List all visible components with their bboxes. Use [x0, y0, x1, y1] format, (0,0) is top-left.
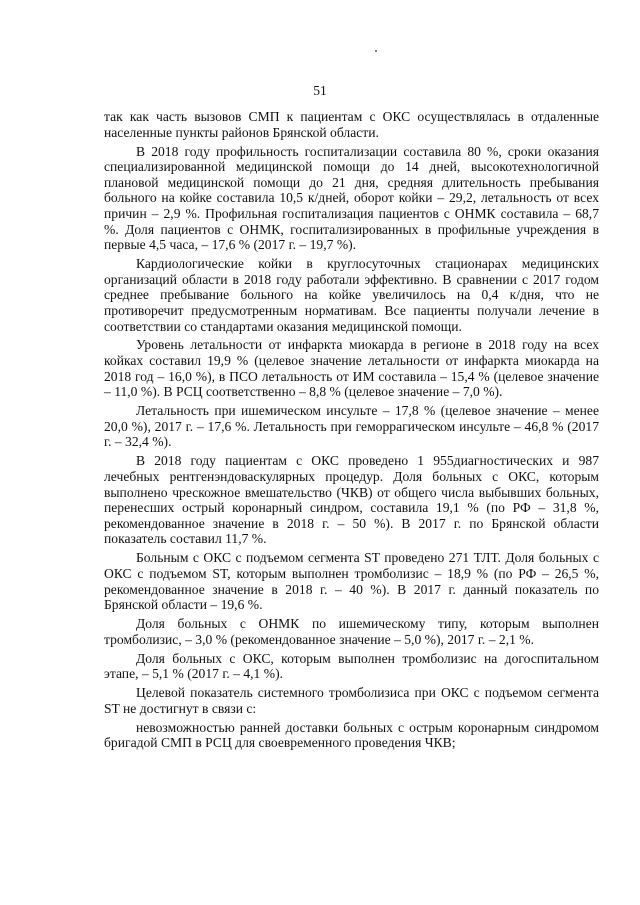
document-body — [104, 109, 599, 754]
paragraph-reason-list-item: невозможностью ранней доставки больных с острым коронарным синдромом бригадой СМП в РСЦ для своевременного проведения ЧКВ; — [104, 719, 599, 751]
paragraph-continuation: так как часть вызовов СМП к пациентам с ОКС осуществлялась в отдаленные населенные пункты районов Брянской области. — [104, 109, 599, 140]
paragraph-hospitalization-2018: В 2018 году профильность госпитализации составила 80 %, сроки оказания специализированной медицинской помощи до 14 дней, высокотехнологичной плановой медицинской помощи до 21 дня, средняя длительность пребывания больного на койке составила 10,5 к/дней, оборот койки – 29,2, летальность от всех причин – 2,9 %. Профильная госпитализация пациентов с ОНМК составила – 68,7 %. Доля пациентов с ОНМК, госпитализированных в профильные учреждения в первые 4,5 часа, – 17,6 % (2017 г. – 19,7 %). — [104, 143, 599, 253]
paragraph-st-elevation-thrombolysis: Больным с ОКС с подъемом сегмента ST проведено 271 ТЛТ. Доля больных с ОКС с подъемом ST, которым выполнен тромболизис – 18,9 % (по РФ – 26,5 %, рекомендованное значение в 2018 г. – 40 %). В 2017 г. данный показатель по Брянской области – 19,6 %. — [104, 550, 599, 613]
paragraph-cardiology-beds: Кардиологические койки в круглосуточных стационарах медицинских организаций области в 2018 году работали эффективно. В сравнении с 2017 годом среднее пребывание больного на койке увеличилось на 0,4 к/дня, что не противоречит предусмотренным нормативам. Все пациенты получали лечение в соответствии со стандартами оказания медицинской помощи. — [104, 256, 599, 334]
scan-speck — [375, 50, 377, 52]
page-number: 51 — [313, 83, 327, 98]
paragraph-stroke-mortality: Летальность при ишемическом инсульте – 17,8 % (целевое значение – менее 20,0 %), 2017 г. – 17,6 %. Летальность при геморрагическом инсульте – 46,8 % (2017 г. – 32,4 %). — [104, 403, 599, 450]
paragraph-mi-mortality: Уровень летальности от инфаркта миокарда в регионе в 2018 году на всех койках составил 19,9 % (целевое значение летальности от инфаркта миокарда на 2018 год – 16,0 %), в ПСО летальность от ИМ составила – 15,4 % (целевое значение – 11,0 %). В РСЦ соответственно – 8,8 % (целевое значение – 7,0 %). — [104, 337, 599, 400]
paragraph-endovascular-procedures: В 2018 году пациентам с ОКС проведено 1 955диагностических и 987 лечебных рентгенэндоваскулярных процедур. Доля больных с ОКС, которым выполнено чрескожное вмешательство (ЧКВ) от общего числа выбывших больных, перенесших острый коронарный синдром, составила 19,1 % (по РФ – 31,8 %, рекомендованное значение в 2018 г. – 50 %). В 2017 г. по Брянской области показатель составил 11,7 %. — [104, 453, 599, 547]
paragraph-target-not-reached: Целевой показатель системного тромболизиса при ОКС с подъемом сегмента ST не достигнут в связи с: — [104, 685, 599, 716]
paragraph-prehospital-thrombolysis: Доля больных с ОКС, которым выполнен тромболизис на догоспитальном этапе, – 5,1 % (2017 г. – 4,1 %). — [104, 650, 599, 682]
paragraph-ischemic-stroke-thrombolysis: Доля больных с ОНМК по ишемическому типу, которым выполнен тромболизис, – 3,0 % (рекомендованное значение – 5,0 %), 2017 г. – 2,1 %. — [104, 616, 599, 647]
